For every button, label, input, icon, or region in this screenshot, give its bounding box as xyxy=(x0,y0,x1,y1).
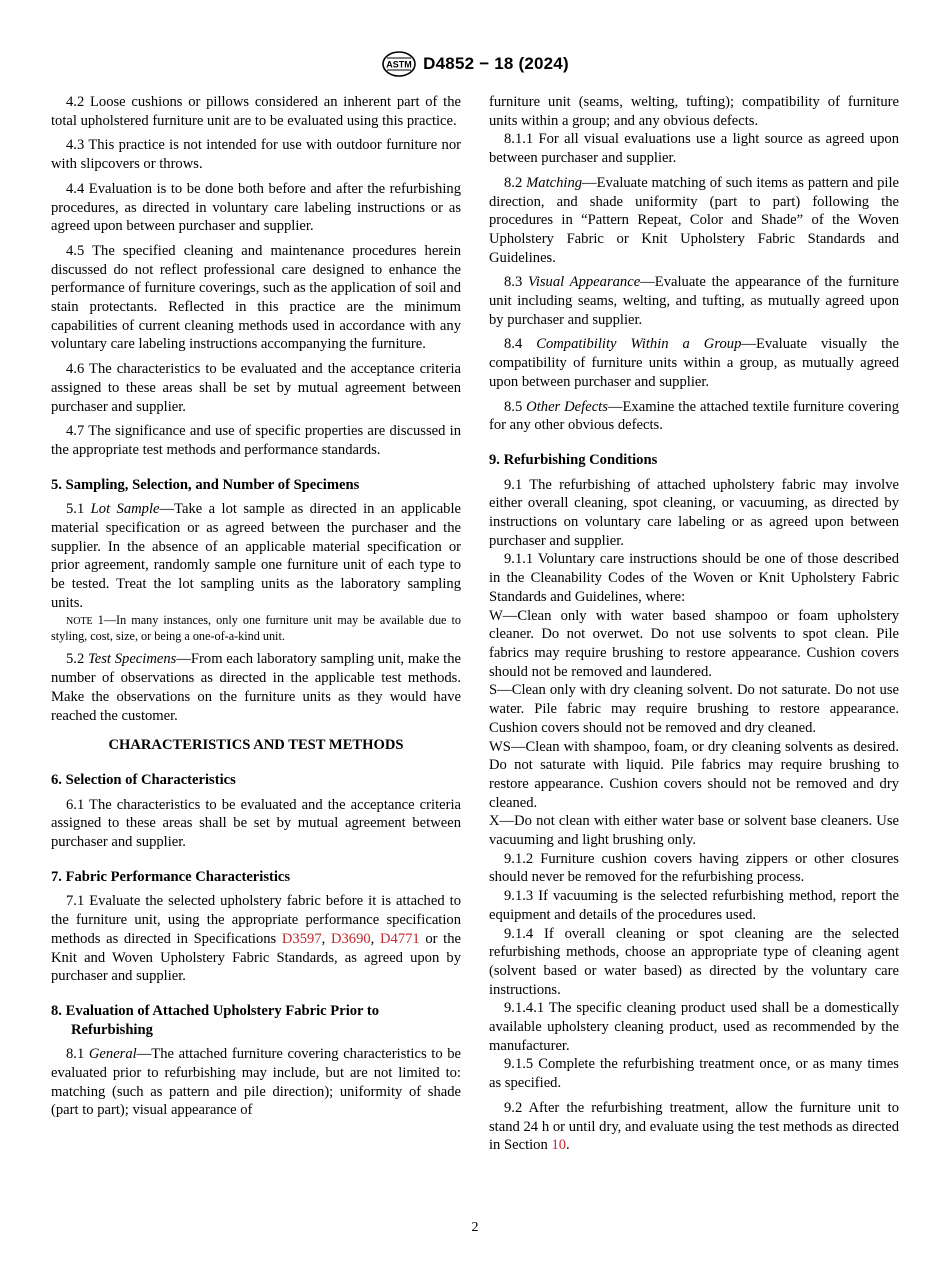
paragraph-4-2: 4.2 Loose cushions or pillows considered an inherent part of the total upholstered furniture unit are to be evaluated using this practice. xyxy=(51,94,461,129)
right-column xyxy=(489,93,899,1155)
paragraph-5-2 xyxy=(51,650,461,725)
paragraph-8-3-text: —Evaluate the appearance of the furniture unit including seams, welting, and tufting, as mutually agreed upon by purchaser and supplier. xyxy=(489,274,900,328)
paragraph-4-5: 4.5 The specified cleaning and maintenance procedures herein discussed do not reflect professional care designed to enhance the performance of furniture coverings, such as the application of soil and stain protectants. Reflected in this practice are the minimum capabilities of current cleaning methods used in accordance with any voluntary care labeling instructions accompanying the furniture. xyxy=(51,242,461,353)
paragraph-8-1-number: 8.1 xyxy=(66,1046,89,1063)
paragraph-7-1 xyxy=(51,892,461,986)
paragraph-5-1-number: 5.1 xyxy=(66,501,91,518)
paragraph-7-1-text-b: or the Knit and Woven Upholstery Fabric Standards, as agreed upon by purchaser and supplier. xyxy=(51,930,462,985)
code-ws: WS—Clean with shampoo, foam, or dry cleaning solvents as desired. Do not saturate with liquid. Pile fabrics may require brushing to restore appearance. Cushion covers should not be removed and dry cleaned. xyxy=(489,738,899,811)
page-header xyxy=(0,50,950,78)
paragraph-5-2-number: 5.2 xyxy=(66,651,88,668)
term-matching: Matching xyxy=(526,174,583,191)
section-7-heading: 7. Fabric Performance Characteristics xyxy=(51,868,291,885)
left-column xyxy=(51,93,461,1120)
paragraph-6-1: 6.1 The characteristics to be evaluated and the acceptance criteria assigned to these areas shall be set by mutual agreement between purchaser and supplier. xyxy=(51,796,461,851)
paragraph-8-2 xyxy=(489,174,899,268)
term-lot-sample: Lot Sample xyxy=(90,501,160,518)
astm-logo-text: ASTM xyxy=(386,59,412,70)
note-1-text: 1—In many instances, only one furniture unit may be available due to styling, cost, size, or being a one-of-a-kind unit. xyxy=(51,612,461,643)
separator-2: , xyxy=(370,930,380,947)
paragraph-8-3-number: 8.3 xyxy=(504,274,528,291)
code-x: X—Do not clean with either water base or solvent base cleaners. Use vacuuming and light brushing only. xyxy=(489,813,899,849)
paragraph-4-6: 4.6 The characteristics to be evaluated and the acceptance criteria assigned to these areas shall be set by mutual agreement between purchaser and supplier. xyxy=(51,361,461,415)
standard-designation: D4852 − 18 (2024) xyxy=(423,54,569,73)
paragraph-9-2-text-a: 9.2 After the refurbishing treatment, allow the furniture unit to stand 24 h or until dry, and evaluate using the test methods as directed in Section xyxy=(489,1099,899,1154)
link-section-10[interactable]: 10 xyxy=(551,1137,567,1154)
paragraph-8-5 xyxy=(489,398,899,435)
paragraph-8-1 xyxy=(51,1045,461,1120)
link-d3690[interactable]: D3690 xyxy=(330,930,371,947)
paragraph-9-1-4: 9.1.4 If overall cleaning or spot cleaning are the selected refurbishing methods, choose an appropriate type of cleaning agent (solvent based or water based) as directed by the voluntary care instructions. xyxy=(489,925,899,998)
paragraph-4-7: 4.7 The significance and use of specific properties are discussed in the appropriate test methods and performance standards. xyxy=(51,423,461,458)
term-other-defects: Other Defects xyxy=(526,398,608,415)
paragraph-9-1-4-1: 9.1.4.1 The specific cleaning product used shall be a domestically available upholstery cleaning product, used as recommended by the manufacturer. xyxy=(489,1000,899,1054)
code-s: S—Clean only with dry cleaning solvent. Do not saturate. Do not use water. Pile fabric may require brushing to restore appearance. Cushion covers should not be removed and dry cleaned. xyxy=(489,682,899,736)
code-w: W—Clean only with water based shampoo or foam upholstery cleaner. Do not overwet. Do not use solvents to spot clean. Pile fabrics may require brushing to restore appearance. Cushion covers should not be removed and laundered. xyxy=(489,607,899,680)
paragraph-9-1-5: 9.1.5 Complete the refurbishing treatment once, or as many times as specified. xyxy=(489,1056,899,1092)
paragraph-9-2-text-b: . xyxy=(566,1137,570,1154)
paragraph-8-1-continued: furniture unit (seams, welting, tufting); compatibility of furniture units within a group; and any obvious defects. xyxy=(489,94,899,129)
paragraph-8-2-text: —Evaluate matching of such items as pattern and pile direction, and shade uniformity (part to part) following the procedures in “Pattern Repeat, Color and Shade” of the Woven Upholstery Fabric or Knit Upholstery Fabric Standards and Guidelines. xyxy=(489,174,900,266)
paragraph-5-1 xyxy=(51,500,461,612)
paragraph-9-2 xyxy=(489,1099,899,1155)
term-test-specimens: Test Specimens xyxy=(88,651,177,668)
paragraph-9-1-2: 9.1.2 Furniture cushion covers having zippers or other closures should never be removed for the refurbishing process. xyxy=(489,850,899,886)
paragraph-4-4: 4.4 Evaluation is to be done both before and after the refurbishing procedures, as directed in voluntary care labeling instructions or as agreed upon between purchaser and supplier. xyxy=(51,180,461,235)
term-general: General xyxy=(88,1046,137,1063)
link-d4771[interactable]: D4771 xyxy=(379,930,420,947)
paragraph-9-1-3: 9.1.3 If vacuuming is the selected refurbishing method, report the equipment and details of the procedures used. xyxy=(489,888,899,923)
paragraph-4-3: 4.3 This practice is not intended for use with outdoor furniture nor with slipcovers or throws. xyxy=(51,137,461,173)
paragraph-8-3 xyxy=(489,273,899,329)
paragraph-8-5-text: —Examine the attached textile furniture covering for any other obvious defects. xyxy=(489,398,899,434)
section-8-heading: 8. Evaluation of Attached Upholstery Fabric Prior to Refurbishing xyxy=(51,1002,380,1038)
section-9-heading: 9. Refurbishing Conditions xyxy=(489,451,658,468)
note-1 xyxy=(51,613,461,645)
section-6-heading: 6. Selection of Characteristics xyxy=(51,771,236,788)
paragraph-8-5-number: 8.5 xyxy=(504,398,527,415)
term-visual-appearance: Visual Appearance xyxy=(527,274,641,291)
paragraph-8-2-number: 8.2 xyxy=(504,174,527,191)
paragraph-8-1-1: 8.1.1 For all visual evaluations use a light source as agreed upon between purchaser and supplier. xyxy=(489,131,899,167)
characteristics-heading: CHARACTERISTICS AND TEST METHODS xyxy=(108,737,404,754)
paragraph-9-1: 9.1 The refurbishing of attached upholstery fabric may involve either overall cleaning, spot cleaning, or vacuuming, as directed by instructions on voluntary care labeling or as agreed upon between purchaser and supplier. xyxy=(489,476,899,549)
astm-logo-icon xyxy=(381,50,417,78)
section-5-heading: 5. Sampling, Selection, and Number of Specimens xyxy=(51,476,360,493)
paragraph-5-1-text: —Take a lot sample as directed in an applicable material specification or as agreed between the purchaser and the supplier. In the absence of an applicable material specification or prior agreement, randomly sample one furniture unit of each type to be tested. Treat the lot sampling units as the laboratory sampling units. xyxy=(51,501,462,611)
paragraph-8-1-text: —The attached furniture covering characteristics to be evaluated prior to refurbishing may include, but are not limited to: matching (such as pattern and pile direction); uniformity of shade (part to part); visual appearance of xyxy=(51,1046,462,1119)
paragraph-5-2-text: —From each laboratory sampling unit, make the number of observations as directed in the applicable test methods. Make the observations on the furniture units as they would have reached the customer. xyxy=(51,651,462,724)
paragraph-9-1-1: 9.1.1 Voluntary care instructions should be one of those described in the Cleanability Codes of the Woven or Knit Upholstery Fabric Standards and Guidelines, where: xyxy=(489,551,899,605)
separator-1: , xyxy=(321,930,331,947)
term-compatibility: Compatibility Within a Group xyxy=(536,336,742,353)
link-d3597[interactable]: D3597 xyxy=(281,930,322,947)
paragraph-7-1-text-a: 7.1 Evaluate the selected upholstery fabric before it is attached to the furniture unit, using the appropriate performance specification methods as directed in Specifications xyxy=(51,893,461,947)
paragraph-8-4-number: 8.4 xyxy=(504,336,537,353)
paragraph-8-4 xyxy=(489,335,899,391)
note-label: NOTE xyxy=(66,615,93,627)
paragraph-8-4-text: —Evaluate visually the compatibility of furniture units within a group, as mutually agreed upon between purchaser and supplier. xyxy=(489,336,900,390)
page-number: 2 xyxy=(471,1220,479,1235)
